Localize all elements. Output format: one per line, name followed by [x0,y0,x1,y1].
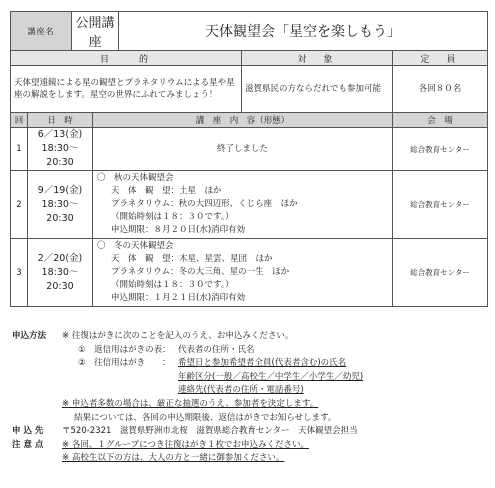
course-info-table [10,11,487,307]
session-venue: 総合教育センター [393,239,488,307]
session-content [93,239,393,307]
session-time: 18:30～20:30 [41,143,79,168]
session-planetarium: プラネタリウム：秋の大四辺形、くじら座 ほか [111,199,298,209]
session-number: 3 [11,239,28,307]
reply-card-text: 代表者の住所・氏名 [178,344,255,355]
reply-card-label: ① 返信用はがきの表： [78,344,171,355]
outgoing-card-label: ② 往信用はがき ： [78,358,171,369]
session-heading: 〇 秋の天体観望会 [97,173,174,183]
session-deadline: 申込期限：１月２１日(水)消印有効 [111,293,246,303]
col-datetime: 日 時 [28,113,93,128]
result-line [12,412,487,426]
target-header: 対 象 [242,51,393,66]
outgoing-card-text-2: 年齢区分(一般／高校生／中学生／小学生／幼児) [178,371,364,382]
caution-label: 注 意 点 [12,439,44,450]
apply-line [12,425,487,439]
apply-address: 〒520-2321 滋賀県野洲市北桜 滋賀県総合教育センター 天体観望会担当 [62,426,358,437]
session-datetime [28,171,93,239]
session-telescope: 天 体 観 望：土星 ほか [111,186,222,196]
table-row [11,171,488,239]
outgoing-card-line [12,371,487,385]
session-telescope: 天 体 観 望：木星、星雲、星団 ほか [111,254,273,264]
table-row [11,128,488,171]
session-datetime [28,128,93,171]
application-notes [12,330,487,466]
purpose-header: 目 的 [11,51,242,66]
purpose-text: 天体望遠鏡による星の観望とプラネタリウムによる星や星座の解説をします。星空の世界にふれてみましょう！ [11,66,242,113]
session-content [93,171,393,239]
outgoing-card-line [12,384,487,398]
method-line [12,330,487,344]
method-label: 申込方法 [12,331,47,341]
session-date: 2／20(金) [37,252,83,264]
table-row [11,239,488,307]
session-datetime [28,239,93,307]
caution-line [12,452,487,466]
lottery-text: ※ 申込者多数の場合は、厳正な抽選のうえ、参加者を決定します。 [62,398,319,409]
session-date: 6／13(金) [37,129,83,140]
col-venue: 会 場 [393,113,488,128]
col-content: 講 座 内 容（形態） [93,113,393,128]
course-name-label: 講座名 [11,12,72,51]
lottery-line [12,398,487,412]
capacity-text: 各回８０名 [393,66,488,113]
col-number: 回 [11,113,28,128]
caution-text-2: ※ 高校生以下の方は、大人の方と一緒に御参加ください。 [62,453,285,464]
session-time: 18:30～20:30 [41,266,79,292]
course-title: 天体観望会「星空を楽しもう」 [119,12,488,51]
session-date: 9／19(金) [37,184,83,196]
session-open-time: （開始時刻は１８：３０です。） [111,212,234,222]
capacity-header: 定 員 [393,51,488,66]
session-number: 2 [11,171,28,239]
method-intro: ※ 往復はがきに次のことを記入のうえ、お申込みください。 [62,331,294,341]
session-number: 1 [11,128,28,171]
session-venue: 総合教育センター [393,128,488,171]
caution-text-1: ※ 各回、１グループにつき往復はがき１枚でお申込みください。 [62,439,309,450]
session-deadline: 申込期限：８月２０日(水)消印有効 [111,225,246,235]
apply-label: 申 込 先 [12,426,44,437]
session-venue: 総合教育センター [393,171,488,239]
outgoing-card-text-1: 希望日と参加希望者全員(代表者含む)の氏名 [178,358,347,369]
result-text: 結果については、各回の申込期限後、返信はがきでお知らせします。 [74,412,337,423]
outgoing-card-text-3: 連絡先(代表者の住所・電話番号) [178,385,304,396]
course-category: 公開講座 [72,12,119,51]
caution-line [12,439,487,453]
session-content: 終了しました [93,128,393,171]
session-open-time: （開始時刻は１８：３０です。） [111,280,234,290]
session-time: 18:30～20:30 [41,198,79,224]
session-heading: 〇 冬の天体観望会 [97,241,174,251]
target-text: 滋賀県民の方ならだれでも参加可能 [242,66,393,113]
outgoing-card-line [12,357,487,371]
reply-card-line [12,344,487,358]
session-planetarium: プラネタリウム：冬の大三角、星の一生 ほか [111,267,290,277]
